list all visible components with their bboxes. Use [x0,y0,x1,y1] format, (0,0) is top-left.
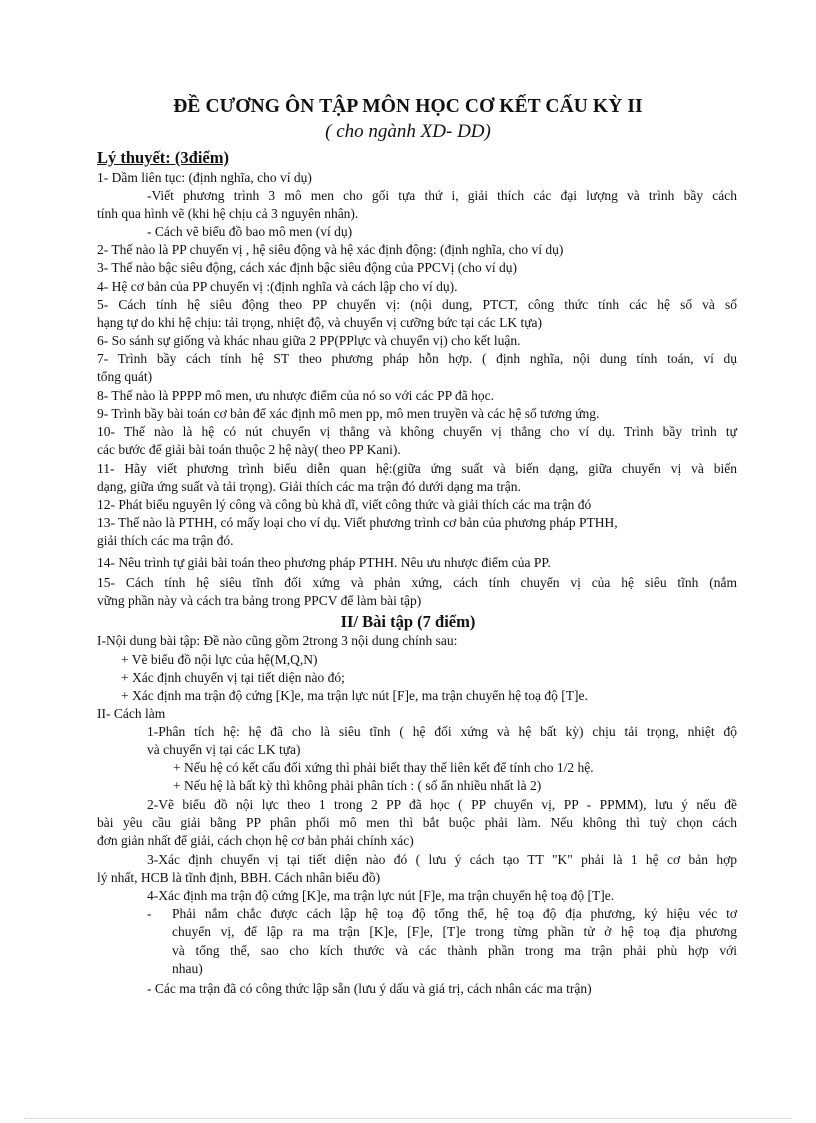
text-line: I-Nội dung bài tập: Đề nào cũng gồm 2trong 3 nội dung chính sau: [97,633,458,648]
document-subtitle: ( cho ngành XD- DD) [325,121,491,142]
text-line: nhau) [172,961,203,976]
text-line: + Xác định ma trận độ cứng [K]e, ma trận lực nút [F]e, ma trận chuyển hệ toạ độ [T]e. [121,688,588,703]
text-line: Phải nắm chắc được cách lập hệ toạ độ tổng thể, hệ toạ độ địa phương, ký hiệu véc tơ [172,906,737,921]
text-line: 4-Xác định ma trận độ cứng [K]e, ma trận lực nút [F]e, ma trận chuyển hệ toạ độ [T]e. [147,888,615,903]
text-line: 1- Dầm liên tục: (định nghĩa, cho ví dụ) [97,170,312,185]
text-line: dạng, giữa ứng suất và tải trọng). Giải thích các ma trận đó dưới dạng ma trận. [97,479,521,494]
text-line: 2- Thế nào là PP chuyển vị , hệ siêu động và hệ xác định động: (định nghĩa, cho ví dụ) [97,242,564,257]
text-line: 14- Nêu trình tự giải bài toán theo phương pháp PTHH. Nêu ưu nhược điểm của PP. [97,555,551,570]
text-line: 11- Hãy viết phương trình biểu diễn quan hệ:(giữa ứng suất và biến dạng, giữa chuyển vị và biến [97,461,737,476]
text-line: 13- Thế nào là PTHH, có mấy loại cho ví dụ. Viết phương trình cơ bản của phương pháp PTHH, [97,515,618,530]
text-line: 12- Phát biểu nguyên lý công và công bù khả dĩ, viết công thức và giải thích các ma trận đó [97,497,592,512]
text-line: - Cách vẽ biểu đồ bao mô men (ví dụ) [147,224,353,239]
text-line: 2-Vẽ biểu đồ nội lực theo 1 trong 2 PP đã học ( PP chuyển vị, PP - PPMM), lưu ý nếu đề [147,797,737,812]
text-line: + Xác định chuyển vị tại tiết diện nào đó; [121,670,345,685]
text-line: chuyển vị, để lập ra ma trận [K]e, [F]e, [T]e trong từng phần tử ở hệ toạ địa phương [172,924,737,939]
text-line: và tổng thể, sao cho kích thước và các thành phần trong ma trận phải phù hợp với [172,943,737,958]
text-line: lý nhất, HCB là tĩnh định, BBH. Cách nhân biểu đồ) [97,870,381,885]
text-line: 3-Xác định chuyển vị tại tiết diện nào đó ( lưu ý cách tạo TT "K" phải là 1 hệ cơ bản hợp [147,852,737,867]
text-line: 1-Phân tích hệ: hệ đã cho là siêu tĩnh ( hệ đối xứng và hệ bất kỳ) chịu tải trọng, nhiệt độ [147,724,737,739]
page-bottom-divider [24,1118,792,1119]
text-line: 8- Thế nào là PPPP mô men, ưu nhược điểm của nó so với các PP đã học. [97,388,494,403]
text-line: 6- So sánh sự giống và khác nhau giữa 2 PP(PPlực và chuyển vị) cho kết luận. [97,333,521,348]
text-line: vững phần này và cách tra bảng trong PPCV để làm bài tập) [97,593,422,608]
text-line: tổng quát) [97,369,153,384]
text-line: II- Cách làm [97,706,166,721]
text-line: + Nếu hệ là bất kỳ thì không phải phân tích : ( số ẩn nhiều nhất là 2) [173,778,542,793]
text-line: - Các ma trận đã có công thức lập sẵn (lưu ý dấu và giá trị, cách nhân các ma trận) [147,981,592,996]
text-line: các bước để giải bài toán thuộc 2 hệ này( theo PP Kani). [97,442,401,457]
exercise-heading: II/ Bài tập (7 điểm) [340,612,476,631]
text-line: + Nếu hệ có kết cấu đối xứng thì phải biết thay thế liên kết để tính cho 1/2 hệ. [173,760,594,775]
text-line: 3- Thế nào bậc siêu động, cách xác định bậc siêu động của PPCVị (cho ví dụ) [97,260,518,275]
list-dash: - [147,906,152,921]
text-line: 7- Trình bầy cách tính hệ ST theo phương pháp hỗn hợp. ( định nghĩa, nội dung tính toán, ví dụ [97,351,737,366]
theory-heading: Lý thuyết: (3điểm) [97,148,229,167]
text-line: 9- Trình bầy bài toán cơ bản để xác định mô men pp, mô men truyền và các hệ số tương ứng. [97,406,600,421]
text-line: bài yêu cầu giải bằng PP phân phối mô men thì bắt buộc phải làm. Nếu không thì tuỳ chọn cách [97,815,737,830]
text-line: giải thích các ma trận đó. [97,533,234,548]
document-title: ĐỀ CƯƠNG ÔN TẬP MÔN HỌC CƠ KẾT CẤU KỲ II [173,96,643,117]
text-line: 15- Cách tính hệ siêu tĩnh đối xứng và phản xứng, cách tính chuyển vị của hệ siêu tĩnh (nắm [97,575,737,590]
text-line: 5- Cách tính hệ siêu động theo PP chuyển vị: (nội dung, PTCT, công thức tính các hệ số và số [97,297,737,312]
text-line: đơn giản nhất để giải, cách chọn hệ cơ bản phải chính xác) [97,833,414,848]
text-line: 10- Thế nào là hệ có nút chuyển vị thẳng và không chuyển vị thẳng cho ví dụ. Trình bầy trình tự [97,424,737,439]
text-line: hạng tự do khi hệ chịu: tải trọng, nhiệt độ, và chuyển vị cưỡng bức tại các LK tựa) [97,315,543,330]
text-line: và chuyển vị tại các LK tựa) [147,742,301,757]
text-line: + Vẽ biểu đồ nội lực của hệ(M,Q,N) [121,652,318,667]
text-line: tính qua hình vẽ (khi hệ chịu cả 3 nguyên nhân). [97,206,359,221]
text-line: 4- Hệ cơ bản của PP chuyển vị :(định nghĩa và cách lập cho ví dụ). [97,279,458,294]
text-line: -Viết phương trình 3 mô men cho gối tựa thứ i, giải thích các đại lượng và trình bầy cách [147,188,737,203]
